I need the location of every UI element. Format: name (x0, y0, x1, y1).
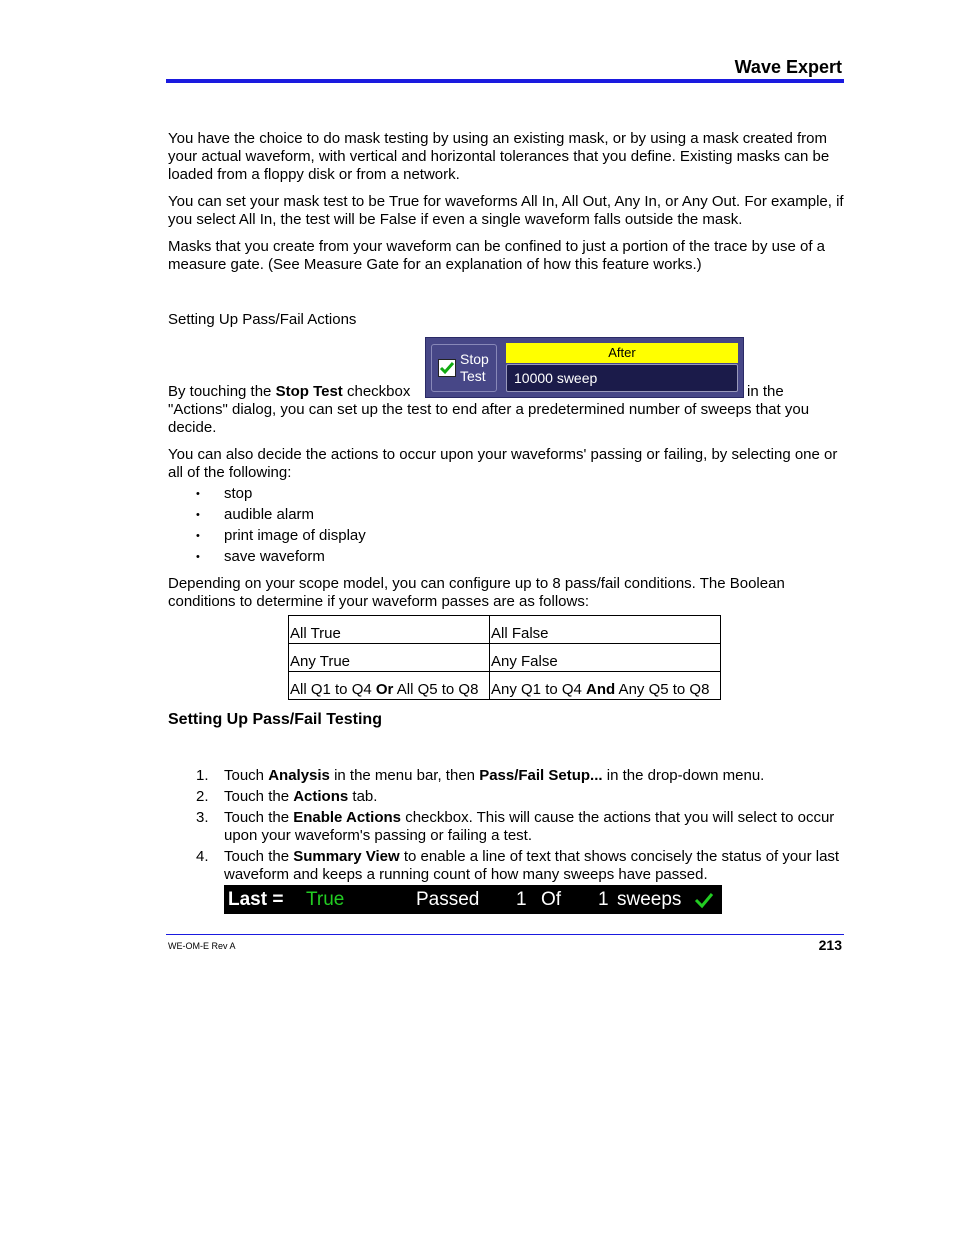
stop-test-widget (425, 337, 744, 398)
page-number: 213 (818, 937, 842, 953)
list-item (196, 767, 846, 785)
text-run: checkbox (342, 383, 411, 400)
step-number: 4. (196, 848, 209, 865)
text-run: All Q1 to Q4 (290, 681, 376, 698)
checkmark-icon (439, 360, 455, 376)
table-row (289, 644, 721, 672)
menu-term: Pass/Fail Setup... (479, 767, 603, 784)
status-value: Passed (416, 889, 480, 910)
list-item (196, 527, 366, 548)
stop-test-checkbox[interactable] (438, 359, 456, 377)
stop-test-sentence-start (168, 383, 410, 401)
text-run: Touch the (224, 809, 294, 826)
text-run: in the menu bar, then (329, 767, 480, 784)
text-run: By touching the (168, 383, 276, 400)
stop-test-sentence-end: "Actions" dialog, you can set up the test to end after a predetermined number of sweeps that you decide. (168, 401, 810, 436)
text-run: Touch the (224, 788, 294, 805)
list-item (196, 788, 846, 806)
text-run: Touch the (224, 848, 294, 865)
table-cell (289, 672, 490, 700)
stop-label-line-2: Test (460, 368, 486, 384)
last-label: Last = (228, 889, 284, 910)
step-number: 1. (196, 767, 209, 784)
menu-term: Actions (293, 788, 349, 805)
bullet-icon: • (196, 509, 200, 521)
page-header-title: Wave Expert (734, 57, 842, 77)
action-list (196, 485, 366, 569)
text-run: in the drop-down menu. (602, 767, 765, 784)
header-rule (166, 79, 844, 83)
or-operator: Or (375, 681, 394, 698)
conditions-table (288, 615, 721, 700)
intro-paragraph-3: Masks that you create from your waveform can be confined to just a portion of the trace by use of a measure gate. (See Measure Gate for an explanation of how this feature works.) (168, 238, 826, 273)
list-item (196, 548, 366, 569)
table-cell: All True (289, 616, 490, 644)
sweep-total: 1 (598, 889, 609, 910)
of-label: Of (541, 889, 562, 910)
table-cell (490, 672, 721, 700)
summary-view-bar (224, 885, 722, 914)
text-run: Any Q5 to Q8 (615, 681, 710, 698)
list-item (196, 506, 366, 527)
bullet-icon: • (196, 488, 200, 500)
text-run: Touch (224, 767, 269, 784)
footer-rule (166, 934, 844, 935)
list-item-text: print image of display (224, 527, 366, 544)
list-item-text: stop (224, 485, 253, 502)
stop-test-button[interactable] (431, 344, 497, 392)
sweep-count-field[interactable]: 10000 sweep (506, 364, 738, 392)
result-value: True (306, 889, 345, 910)
actions-paragraph-3: Depending on your scope model, you can configure up to 8 pass/fail conditions. The Boolean conditions to determine if your waveform passes are as follows: (168, 575, 785, 610)
stop-test-sentence-mid: in the (747, 383, 784, 400)
step-number: 3. (196, 809, 209, 826)
list-item (196, 809, 846, 845)
actions-heading: Setting Up Pass/Fail Actions (168, 311, 357, 328)
table-cell: Any True (289, 644, 490, 672)
table-cell: All False (490, 616, 721, 644)
actions-paragraph-2: You can also decide the actions to occur upon your waveforms' passing or failing, by selecting one or all of the following: (168, 446, 838, 481)
list-item-text: save waveform (224, 548, 325, 565)
step-number: 2. (196, 788, 209, 805)
text-run: All Q5 to Q8 (393, 681, 479, 698)
stop-label-line-1: Stop (460, 351, 489, 367)
stop-test-bold: Stop Test (275, 383, 343, 400)
sweeps-label: sweeps (617, 889, 682, 910)
menu-term: Analysis (268, 767, 330, 784)
table-row (289, 616, 721, 644)
intro-paragraph-1: You have the choice to do mask testing by using an existing mask, or by using a mask created from your actual waveform, with vertical and horizontal tolerances that you define. Existing masks can be loaded from a floppy disk or from a network. (168, 130, 830, 183)
table-row (289, 672, 721, 700)
text-run: Any Q1 to Q4 (491, 681, 587, 698)
checkmark-icon (694, 891, 714, 909)
text-run: to enable a line of text that shows concisely the status of your last waveform and keeps a running count of how many sweeps have passed. (224, 848, 840, 883)
after-label: After (506, 343, 738, 363)
list-item-text: audible alarm (224, 506, 315, 523)
footer-doc-id: WE-OM-E Rev A (168, 941, 236, 951)
pass-count: 1 (516, 889, 527, 910)
testing-steps (196, 767, 846, 887)
table-cell: Any False (490, 644, 721, 672)
testing-heading: Setting Up Pass/Fail Testing (168, 711, 382, 728)
list-item (196, 848, 846, 884)
list-item (196, 485, 366, 506)
menu-term: Summary View (293, 848, 400, 865)
bullet-icon: • (196, 551, 200, 563)
bullet-icon: • (196, 530, 200, 542)
stop-test-label (460, 351, 489, 385)
menu-term: Enable Actions (293, 809, 402, 826)
text-run: checkbox. This will cause the actions that you will select to occur upon your waveform's passing or failing a test. (224, 809, 835, 844)
text-run: tab. (348, 788, 378, 805)
intro-paragraph-2: You can set your mask test to be True for waveforms All In, All Out, Any In, or Any Out. For example, if you select All In, the test will be False if even a single waveform falls outside the mask. (168, 193, 844, 228)
and-operator: And (586, 681, 616, 698)
